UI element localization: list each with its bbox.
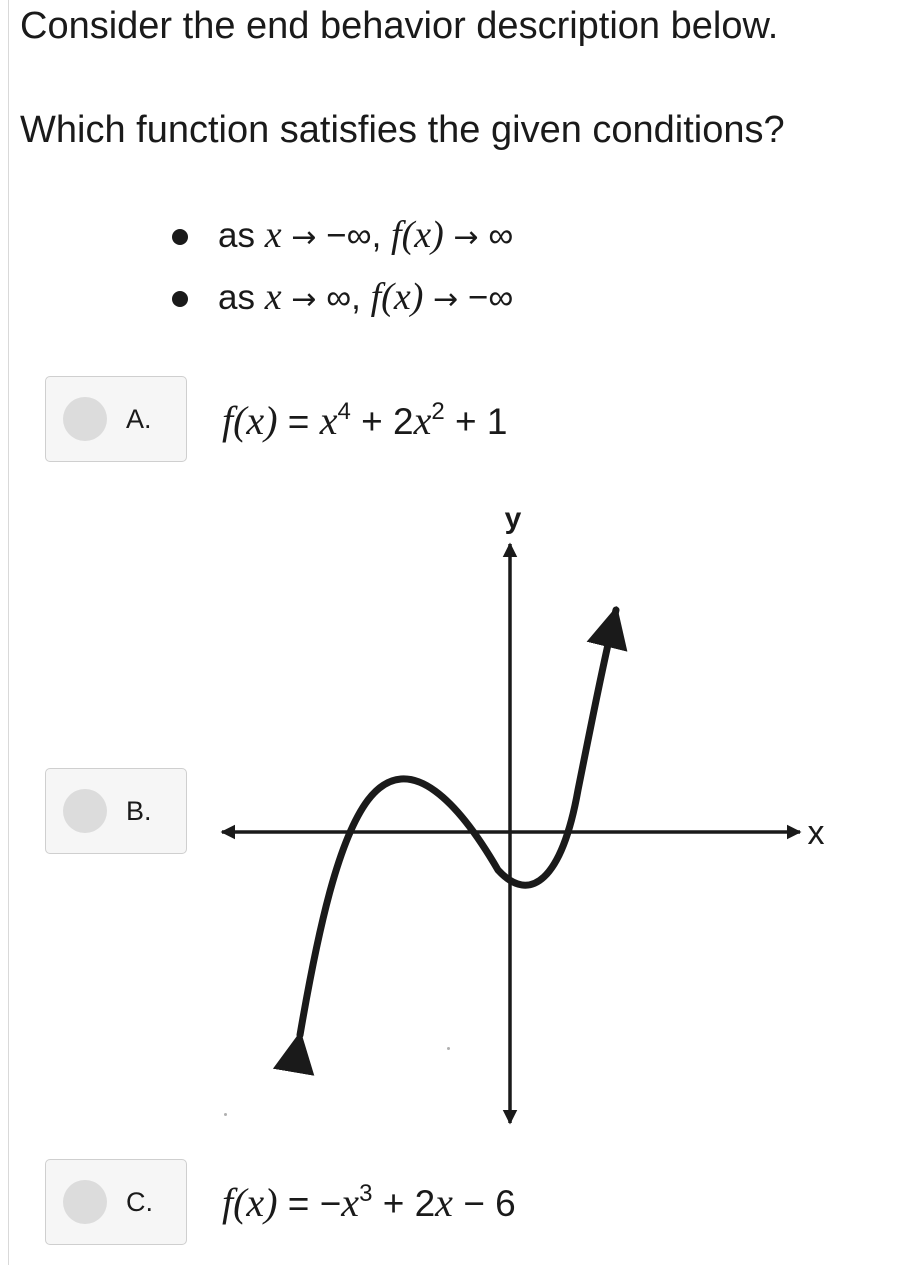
speck — [447, 1047, 450, 1050]
formula-var: x — [435, 1180, 453, 1225]
condition-f-limit: ∞ — [488, 216, 514, 255]
choice-a-formula — [222, 397, 507, 444]
condition-f: f(x) — [391, 214, 444, 256]
radio-a[interactable] — [63, 397, 107, 441]
function-curve — [300, 610, 616, 1035]
question-text: Which function satisfies the given conditions? — [20, 109, 785, 151]
formula-term: − 6 — [452, 1183, 516, 1224]
arrow-icon: → — [453, 220, 479, 255]
formula-exponent: 4 — [337, 398, 351, 425]
formula-var: x — [319, 398, 338, 443]
radio-c[interactable] — [63, 1180, 107, 1224]
formula-term: + 2 — [350, 401, 414, 442]
condition-x: x — [264, 214, 282, 256]
condition-positive-infinity — [170, 266, 513, 328]
choice-a-letter: A. — [126, 404, 152, 434]
condition-negative-infinity — [170, 204, 513, 266]
x-axis-label: x — [807, 814, 825, 852]
condition-x: x — [264, 276, 282, 318]
choice-a-button[interactable] — [45, 376, 187, 462]
condition-x-limit: ∞, — [326, 278, 361, 317]
formula-term: + 2 — [372, 1183, 436, 1224]
bullet-icon — [172, 291, 188, 307]
arrow-icon: → — [291, 282, 317, 317]
condition-as: as — [218, 278, 255, 317]
left-border — [8, 0, 9, 1265]
formula-lhs: f(x) — [222, 398, 278, 443]
formula-term: + 1 — [444, 401, 508, 442]
formula-var: x — [341, 1180, 360, 1225]
formula-eq: = — [277, 401, 320, 442]
formula-var: x — [413, 398, 432, 443]
condition-f: f(x) — [370, 276, 424, 318]
radio-b[interactable] — [63, 789, 107, 833]
formula-eq: = − — [277, 1183, 342, 1224]
speck — [224, 1113, 227, 1116]
condition-x-limit: −∞, — [326, 216, 382, 255]
choice-c-letter: C. — [126, 1187, 153, 1217]
arrow-icon: → — [433, 282, 459, 317]
choice-b-button[interactable] — [45, 768, 187, 854]
formula-lhs: f(x) — [222, 1180, 278, 1225]
choice-b-letter: B. — [126, 796, 152, 826]
condition-f-limit: −∞ — [467, 278, 514, 317]
y-axis-label: y — [504, 502, 522, 535]
arrow-icon: → — [291, 220, 317, 255]
choice-c-formula — [222, 1179, 516, 1226]
choice-b-graph — [200, 490, 840, 1140]
choice-c-button[interactable] — [45, 1159, 187, 1245]
formula-exponent: 2 — [431, 398, 445, 425]
question-intro: Consider the end behavior description below. — [20, 5, 779, 47]
end-behavior-conditions — [170, 204, 513, 328]
formula-exponent: 3 — [359, 1180, 373, 1207]
condition-as: as — [218, 216, 255, 255]
bullet-icon — [172, 229, 188, 245]
